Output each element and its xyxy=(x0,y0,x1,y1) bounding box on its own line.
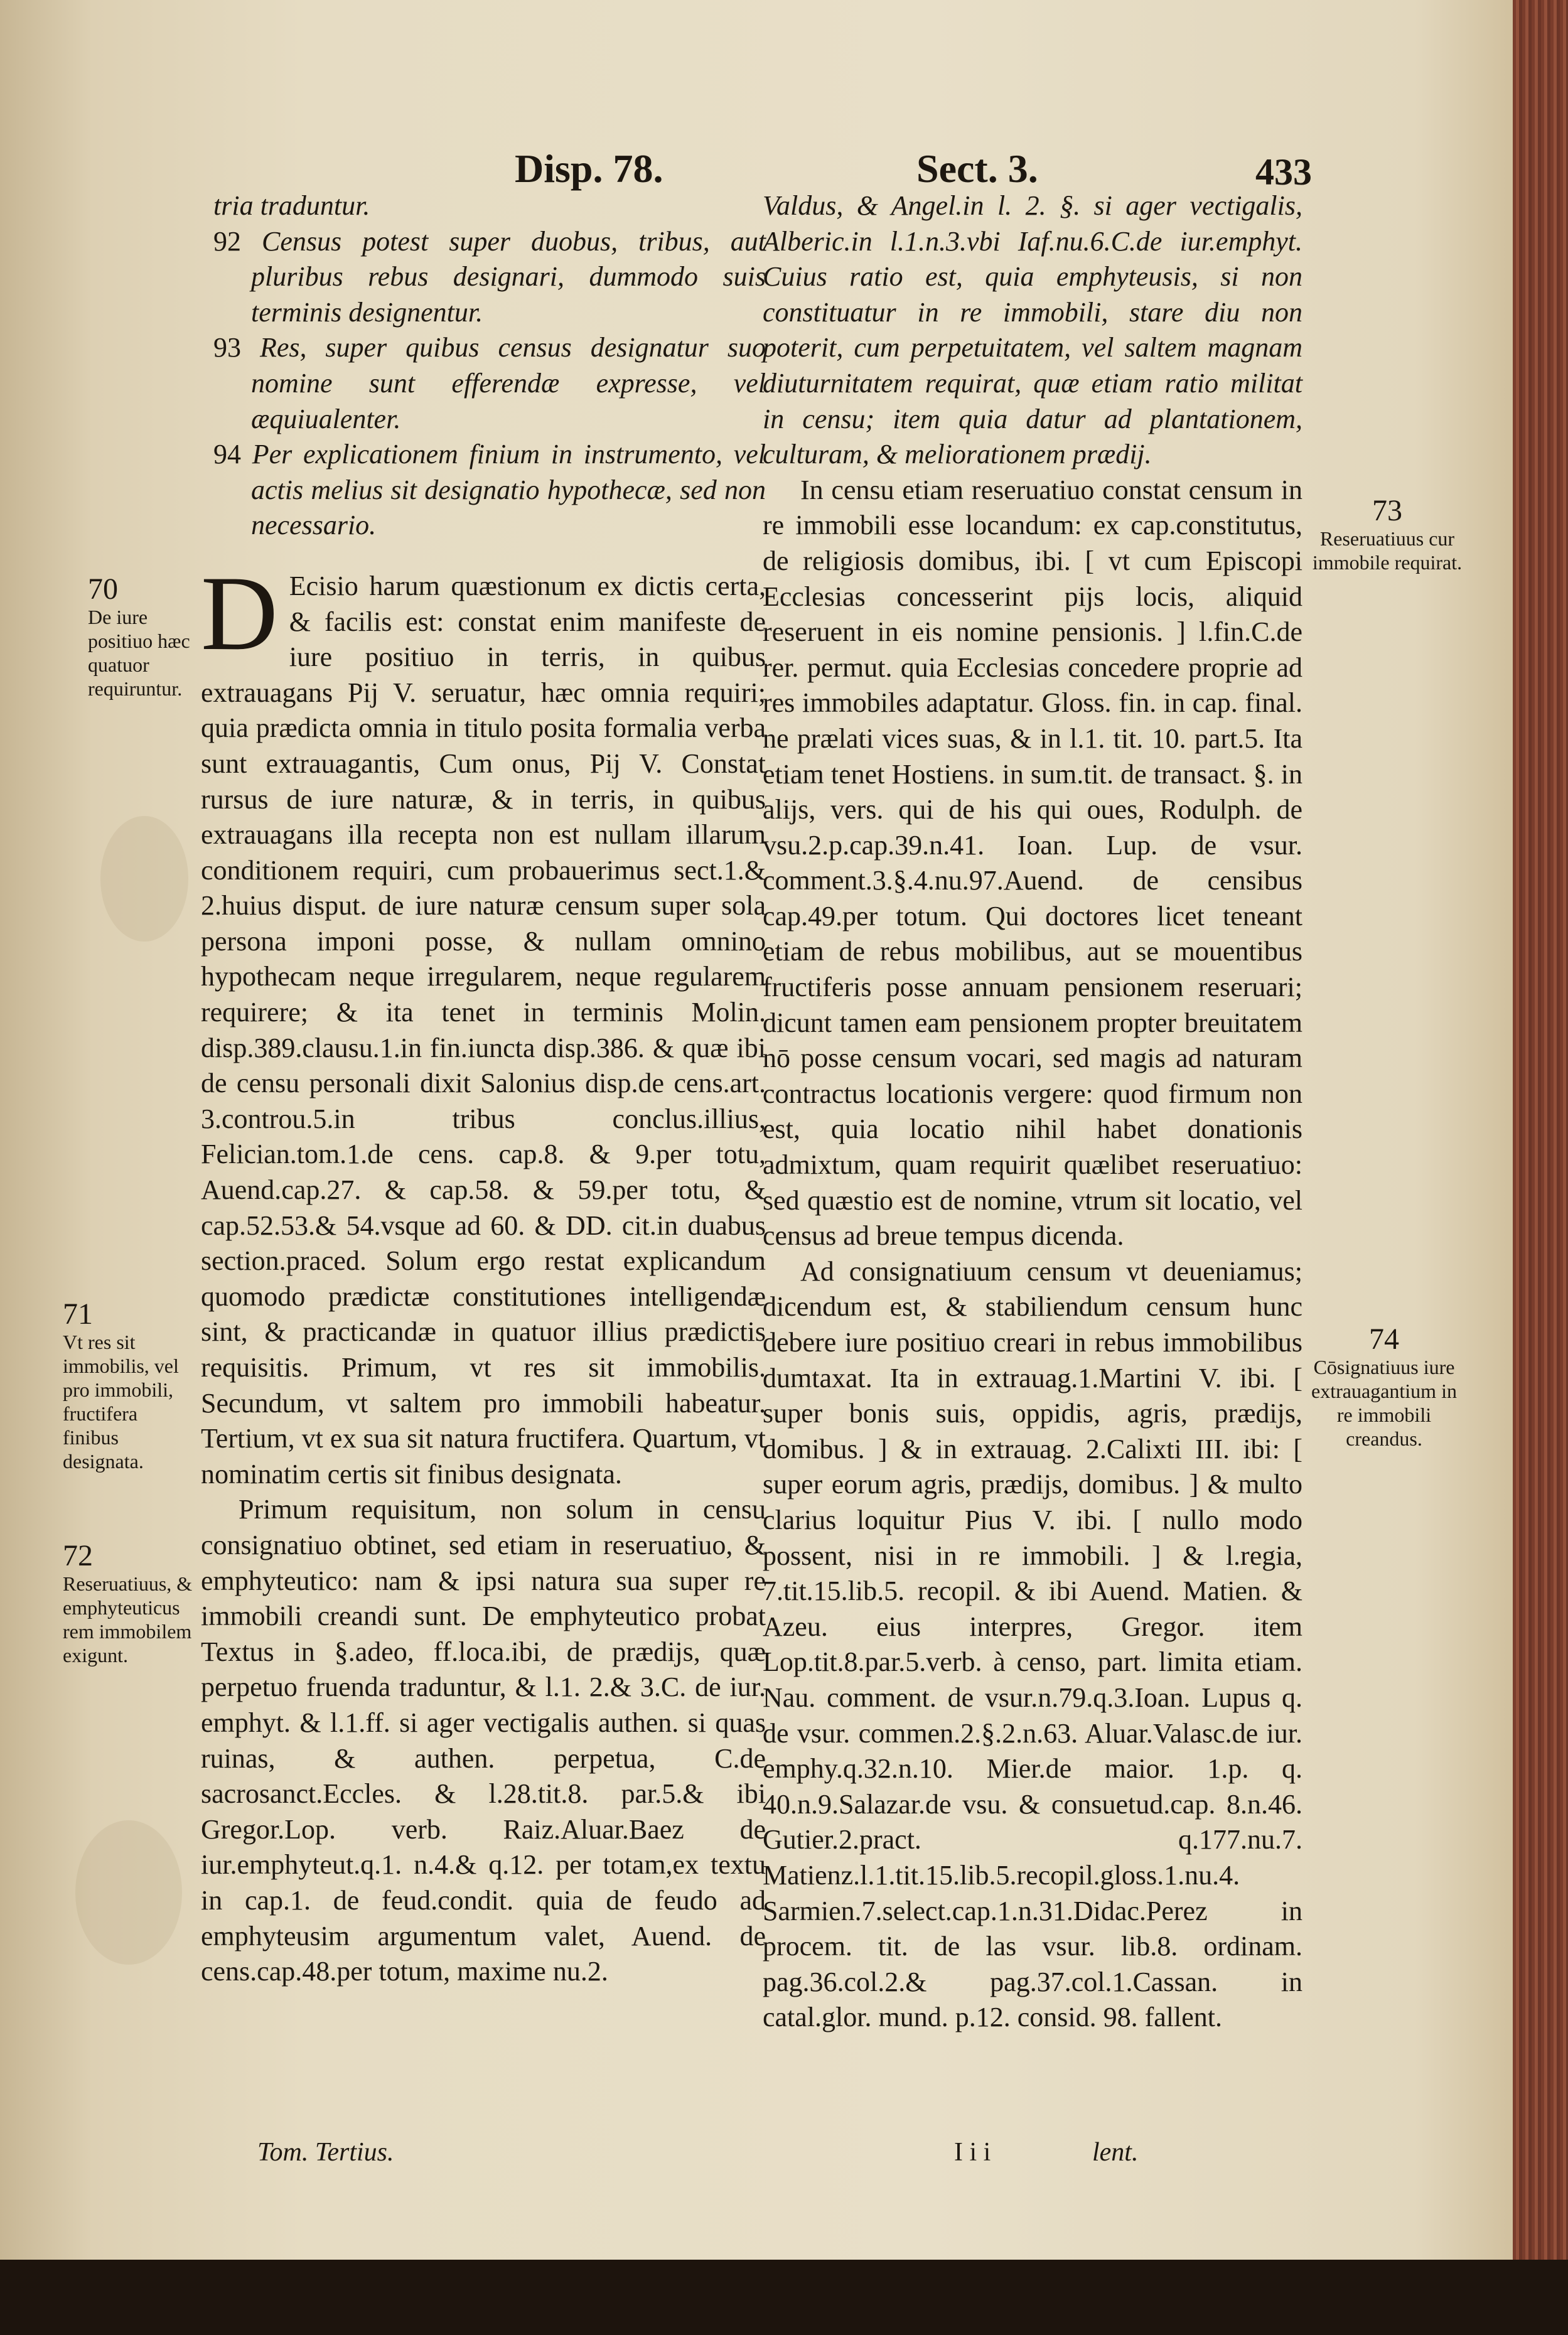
running-head-left: Disp. 78. xyxy=(515,146,663,191)
paragraph xyxy=(201,554,766,1492)
marginal-number: 74 xyxy=(1369,1323,1399,1356)
marginal-note xyxy=(88,572,195,700)
marginal-number: 73 xyxy=(1372,494,1402,527)
paragraph: Ad consignatiuum censum vt deueniamus; dicendum est, & stabiliendum censum hunc debere iure positiuo creari in rebus immobilibus dumtaxat. Ita in extrauag.1.Martini V. ibi. [ super bonis suis, oppidis, agris, prædijs, domibus. ] & in extrauag. 2.Calixti III. ibi: [ super eorum agris, prædijs, domibus. ] & multo clarius loquitur Pius V. ibi. [ nullo modo possent, nisi in re immobili. ] & l.regia, 7.tit.15.lib.5. recopil. & ibi Auend. Matien. & Azeu. eius interpres, Gregor. item Lop.tit.8.par.5.verb. à censo, part. limita etiam. Nau. comment. de vsur.n.79.q.3.Ioan. Lupus q. de vsur. commen.2.§.2.n.63. Aluar.Valasc.de iur. emphy.q.32.n.10. Mier.de maior. 1.p. q. 40.n.9.Salazar.de vsu. & consuetud.cap. 8.n.46. Gutier.2.pract. q.177.nu.7. Matienz.l.1.tit.15.lib.5.recopil.gloss.1.nu.4. Sarmien.7.select.cap.1.n.31.Didac.Perez in procem. tit. de las vsur. lib.8. ordinam. pag.36.col.2.& pag.37.col.1.Cassan. in catal.glor. mund. p.12. consid. 98. fallent. xyxy=(763,1255,1302,2033)
marginal-text: De iure positiuo hæc quatuor requiruntur. xyxy=(88,606,190,700)
volume-label: Tom. Tertius. xyxy=(257,2138,394,2167)
marginal-number: 72 xyxy=(63,1539,93,1572)
paragraph: Primum requisitum, non solum in censu consignatiuo obtinet, sed etiam in reseruatiuo, & emphyteutico: nam & ipsi natura sua super re immobili creandi sunt. De emphyteutico probat Textus in §.adeo, ff.loca.ibi, de prædijs, quæ perpetuo fruenda traduntur, & l.1. 2.& 3.C. de iur. emphyt. & l.1.ff. si ager vectigalis authen. si quas ruinas, & authen. perpetua, C.de sacrosanct.Eccles. & l.28.tit.8. par.5.& ibi Gregor.Lop. verb. Raiz.Aluar.Baez de iur.emphyteut.q.1. n.4.& q.12. per totam,ex textu in cap.1. de feud.condit. quia de feudo ad emphyteusim argumentum valet, Auend. de cens.cap.48.per totum, maxime nu.2. xyxy=(201,1494,766,1987)
marginal-text: Reseruatiuus, & emphyteuticus rem immobilem exigunt. xyxy=(63,1572,193,1667)
signature-mark: I i i xyxy=(954,2138,991,2167)
summary-item: 92 Census potest super duobus, tribus, aut pluribus rebus designari, dummodo suis terminis designentur. xyxy=(213,225,766,328)
page-stain xyxy=(75,1820,182,1965)
summary-item: 94 Per explicationem finium in instrumento, vel actis melius sit designatio hypothecæ, sed non necessario. xyxy=(213,439,766,541)
marginal-note xyxy=(1312,494,1463,574)
right-column xyxy=(763,188,1302,2036)
marginal-text: Reseruatiuus cur immobile requirat. xyxy=(1312,527,1463,574)
drop-cap: D xyxy=(201,554,278,672)
left-column xyxy=(201,188,766,1990)
paragraph: In censu etiam reseruatiuo constat censum in re immobili esse locandum: ex cap.constitutus, de religiosis domibus, ibi. [ vt cum Episcopi Ecclesias concesserint pijs locis, aliquid reseruent in eis nomine pensionis. ] l.fin.C.de rer. permut. quia Ecclesias concedere proprie ad res immobiles adaptatur. Gloss. fin. in cap. final. ne prælati vices suas, & in l.1. tit. 10. part.5. Ita etiam tenet Hostiens. in sum.tit. de transact. §. in alijs, vers. qui de his qui oues, Rodulph. de vsu.2.p.cap.39.n.41. Ioan. Lup. de vsur. comment.3.§.4.nu.97.Auend. de censibus cap.49.per totum. Qui doctores licet teneant etiam de rebus mobilibus, aut se mouentibus fructiferis posse annuam pensionem reseruari; dicunt tamen eam pensionem propter breuitatem nō posse censum vocari, sed magis ad naturam contractus locationis vergere: quod firmum non est, quia locatio nihil habet donationis admixtum, quam requirit quælibet reseruatiuo: sed quæstio est de nomine, vtrum sit locatio, vel census ad breue tempus dicenda. xyxy=(763,474,1302,1252)
marginal-text: Vt res sit immobilis, vel pro immobili, fructifera finibus designata. xyxy=(63,1331,179,1473)
marginal-note xyxy=(63,1539,195,1667)
marginal-number: 70 xyxy=(88,572,118,606)
marginal-note xyxy=(1309,1323,1459,1451)
summary-item: 93 Res, super quibus census designatur suo nomine sunt efferendæ expresse, vel æquiualenter. xyxy=(213,332,766,434)
running-head-right: Sect. 3. xyxy=(916,146,1038,191)
paragraph: Valdus, & Angel.in l. 2. §. si ager vectigalis, Alberic.in l.1.n.3.vbi Iaf.nu.6.C.de iur.emphyt. Cuius ratio est, quia emphyteusis, si non constituatur in re immobili, stare diu non poterit, cum perpetuitatem, vel saltem magnam diuturnitatem requirat, quæ etiam ratio militat in censu; item quia datur ad plantationem, culturam, & meliorationem prædij. xyxy=(763,190,1302,470)
marginal-note xyxy=(63,1297,195,1473)
marginal-text: Cōsignatiuus iure extrauagantium in re immobili creandus. xyxy=(1311,1356,1457,1450)
paragraph-text: Ecisio harum quæstionum ex dictis certa, & facilis est: constat enim manifeste de iure positiuo in terris, in quibus extrauagans Pij V. seruatur, hæc omnia requiri; quia prædicta omnia in titulo posita formalia verba sunt extrauagantis, Cum onus, Pij V. Constat rursus de iure naturæ, & in terris, in quibus extrauagans illa recepta non est nullam illarum conditionem requiri, cum probauerimus sect.1.& 2.huius disput. de iure naturæ censum super sola persona imponi posse, & nullam omnino hypothecam neque irregularem, neque regularem requirere; & ita tenet in terminis Molin. disp.389.clausu.1.in fin.iuncta disp.386. & quæ ibi de censu personali dixit Salonius disp.de cens.art. 3.controu.5.in tribus conclus.illius, Felician.tom.1.de cens. cap.8. & 9.per totu, Auend.cap.27. & cap.58. & 59.per totu, & cap.52.53.& 54.vsque ad 60. & DD. cit.in duabus section.praced. Solum ergo restat explicandum quomodo prædictæ constitutiones intelligendæ sint, & practicandæ in quatuor illius prædictis requisitis. Primum, vt res sit immobilis. Secundum, vt saltem pro immobili habeatur. Tertium, vt ex sua sit natura fructifera. Quartum, vt nominatim certis sit finibus designata. xyxy=(201,570,766,1490)
scan-shadow xyxy=(0,2260,1568,2335)
page-stain xyxy=(100,816,188,942)
page-number: 433 xyxy=(1255,151,1312,193)
summary-item: tria traduntur. xyxy=(213,190,370,221)
catchword: lent. xyxy=(1092,2138,1139,2167)
page-edges xyxy=(1513,0,1568,2335)
marginal-number: 71 xyxy=(63,1297,93,1331)
